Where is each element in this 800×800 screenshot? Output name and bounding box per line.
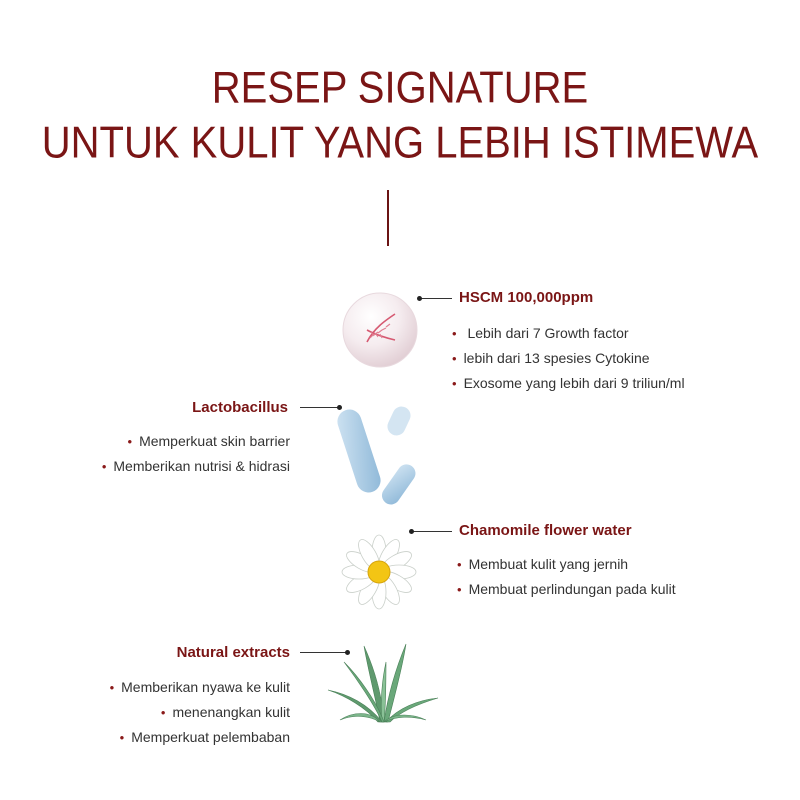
chamomile-connector-dot [409, 529, 414, 534]
hscm-connector-dot [417, 296, 422, 301]
page-title-line-1: RESEP SIGNATURE [211, 63, 589, 113]
list-item: • Membuat kulit yang jernih [457, 556, 629, 572]
lactobacillus-connector-dot [337, 405, 342, 410]
hscm-bullet-list [452, 323, 685, 398]
hscm-connector-line [420, 298, 452, 299]
list-item: • Membuat perlindungan pada kulit [457, 581, 676, 597]
bullet-dot-icon: • [119, 730, 125, 745]
list-item: • Lebih dari 7 Growth factor [452, 325, 629, 341]
bullet-dot-icon: • [101, 459, 107, 474]
natural-extracts-heading: Natural extracts [176, 644, 290, 661]
stem-cell-sphere-icon [340, 290, 420, 370]
chamomile-connector-line [412, 531, 452, 532]
list-item: • Memperkuat pelembaban [119, 729, 290, 745]
bullet-dot-icon: • [109, 680, 115, 695]
lactobacillus-bacteria-icon [335, 400, 430, 515]
natural-extracts-connector-dot [345, 650, 350, 655]
bullet-dot-icon: • [457, 557, 462, 572]
bullet-dot-icon: • [457, 582, 462, 597]
list-item: • menenangkan kulit [160, 704, 290, 720]
bullet-dot-icon: • [160, 705, 166, 720]
list-item: • lebih dari 13 spesies Cytokine [452, 350, 650, 366]
lactobacillus-connector-line [300, 407, 340, 408]
chamomile-bullet-list [457, 554, 676, 604]
bullet-dot-icon: • [452, 376, 457, 391]
title-divider [387, 190, 389, 246]
bullet-dot-icon: • [127, 434, 133, 449]
list-item: • Memberikan nutrisi & hidrasi [101, 458, 290, 474]
lactobacillus-heading: Lactobacillus [192, 399, 288, 416]
list-item: • Memberikan nyawa ke kulit [109, 679, 290, 695]
lactobacillus-bullet-list [102, 431, 290, 481]
list-item: • Memperkuat skin barrier [127, 433, 290, 449]
bullet-dot-icon: • [452, 326, 457, 341]
hscm-heading: HSCM 100,000ppm [459, 289, 594, 306]
page-title-line-2: UNTUK KULIT YANG LEBIH ISTIMEWA [41, 118, 759, 168]
natural-extracts-connector-line [300, 652, 348, 653]
natural-extracts-bullet-list [110, 677, 290, 752]
chamomile-flower-icon [333, 534, 425, 606]
bullet-dot-icon: • [452, 351, 457, 366]
list-item: • Exosome yang lebih dari 9 triliun/ml [452, 375, 685, 391]
chamomile-heading: Chamomile flower water [459, 522, 632, 539]
